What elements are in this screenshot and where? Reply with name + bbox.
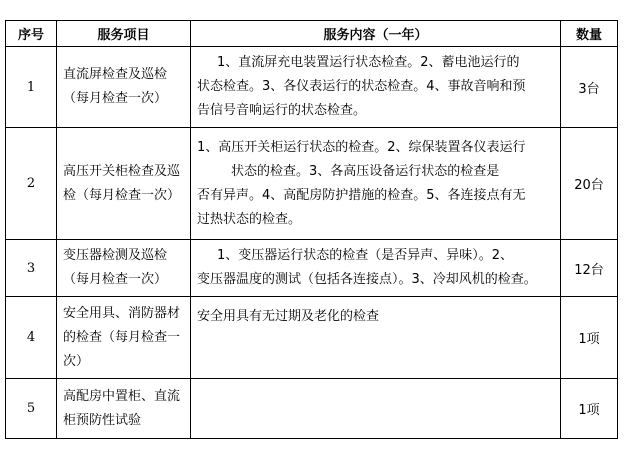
content-line: 过热状态的检查。: [197, 211, 302, 227]
row-qty: 20台: [561, 128, 618, 240]
content-line: 告信号音响运行的状态检查。: [197, 103, 367, 118]
header-qty: 数量: [561, 21, 618, 47]
header-item: 服务项目: [57, 21, 191, 47]
row-item: 直流屏检查及巡检（每月检查一次）: [57, 47, 191, 128]
row-content: [191, 47, 561, 128]
row-content: [191, 379, 561, 439]
table-row: [6, 128, 618, 240]
content-line: 1、变压器运行状态的检查（是否异声、异味）。2、: [217, 248, 514, 263]
row-qty: 3台: [561, 47, 618, 128]
content-line: 1、高压开关柜运行状态的检查。2、综保装置各仪表运行: [197, 139, 526, 155]
content-line: 否有异声。4、高配房防护措施的检查。5、各连接点有无: [197, 187, 526, 203]
row-item: 安全用具、消防器材的检查（每月检查一次）: [57, 297, 191, 379]
row-content: [191, 297, 561, 379]
header-row: [6, 21, 618, 47]
row-no: 1: [6, 47, 57, 128]
table-row: [6, 240, 618, 297]
row-no: 4: [6, 297, 57, 379]
content-line: 安全用具有无过期及老化的检查: [197, 309, 380, 324]
header-no: 序号: [6, 21, 57, 47]
row-qty: 12台: [561, 240, 618, 297]
row-item: 高压开关柜检查及巡检（每月检查一次）: [57, 128, 191, 240]
table-row: [6, 47, 618, 128]
table-row: [6, 297, 618, 379]
row-content: [191, 240, 561, 297]
row-content: [191, 128, 561, 240]
content-line: 1、直流屏充电装置运行状态检查。2、蓄电池运行的: [217, 55, 520, 70]
header-content: 服务内容（一年）: [191, 21, 561, 47]
table-row: [6, 379, 618, 439]
content-line: 状态的检查。3、各高压设备运行状态的检查是: [231, 163, 500, 179]
row-item: 高配房中置柜、直流柜预防性试验: [57, 379, 191, 439]
row-qty: 1项: [561, 379, 618, 439]
row-item: 变压器检测及巡检（每月检查一次）: [57, 240, 191, 297]
content-line: 变压器温度的测试（包括各连接点）。3、冷却风机的检查。: [197, 272, 537, 287]
row-no: 2: [6, 128, 57, 240]
row-no: 5: [6, 379, 57, 439]
row-qty: 1项: [561, 297, 618, 379]
service-table: [5, 20, 618, 439]
row-no: 3: [6, 240, 57, 297]
content-line: 状态检查。3、各仪表运行的状态检查。4、事故音响和预: [197, 79, 526, 94]
